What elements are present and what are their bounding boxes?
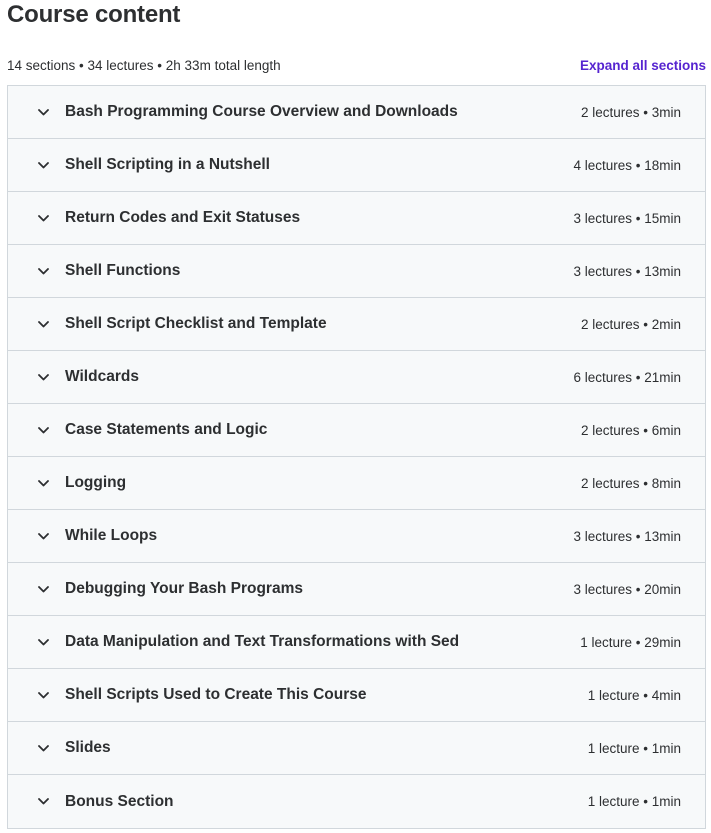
chevron-down-icon <box>36 476 50 490</box>
chevron-down-icon <box>36 688 50 702</box>
section-meta: 3 lectures • 15min <box>573 210 681 226</box>
section-meta: 6 lectures • 21min <box>573 369 681 385</box>
section-row[interactable] <box>8 86 705 139</box>
section-meta: 1 lecture • 4min <box>587 687 681 703</box>
expand-all-sections-button[interactable]: Expand all sections <box>579 57 706 73</box>
chevron-down-icon <box>36 105 50 119</box>
section-title: Bash Programming Course Overview and Downloads <box>65 103 458 120</box>
section-row[interactable] <box>8 139 705 192</box>
page-title: Course content <box>7 1 181 28</box>
section-row[interactable] <box>8 457 705 510</box>
section-title: Shell Scripting in a Nutshell <box>65 156 270 173</box>
course-summary-bar <box>7 55 706 75</box>
section-row[interactable] <box>8 722 705 775</box>
chevron-down-icon <box>36 529 50 543</box>
chevron-down-icon <box>36 158 50 172</box>
section-title: Wildcards <box>65 368 139 385</box>
chevron-down-icon <box>36 582 50 596</box>
section-title: Shell Scripts Used to Create This Course <box>65 686 367 703</box>
chevron-down-icon <box>36 795 50 809</box>
section-title: While Loops <box>65 527 158 544</box>
section-meta: 2 lectures • 2min <box>580 316 681 332</box>
section-meta: 1 lecture • 1min <box>587 740 681 756</box>
section-title: Data Manipulation and Text Transformations with Sed <box>65 633 460 650</box>
section-title: Debugging Your Bash Programs <box>65 580 303 597</box>
course-summary: 14 sections • 34 lectures • 2h 33m total length <box>7 57 281 73</box>
section-row[interactable] <box>8 775 705 828</box>
section-meta: 3 lectures • 13min <box>573 528 681 544</box>
section-meta: 3 lectures • 13min <box>573 263 681 279</box>
section-meta: 1 lecture • 1min <box>587 794 681 809</box>
section-title: Bonus Section <box>65 792 174 810</box>
section-row[interactable] <box>8 245 705 298</box>
section-title: Return Codes and Exit Statuses <box>65 209 301 226</box>
section-row[interactable] <box>8 616 705 669</box>
section-meta: 2 lectures • 6min <box>580 422 681 438</box>
chevron-down-icon <box>36 635 50 649</box>
section-title: Logging <box>65 474 127 491</box>
chevron-down-icon <box>36 317 50 331</box>
section-row[interactable] <box>8 298 705 351</box>
chevron-down-icon <box>36 423 50 437</box>
section-row[interactable] <box>8 192 705 245</box>
section-row[interactable] <box>8 404 705 457</box>
section-title: Shell Functions <box>65 262 181 279</box>
section-list <box>7 85 706 829</box>
section-row[interactable] <box>8 351 705 404</box>
section-row[interactable] <box>8 563 705 616</box>
section-title: Case Statements and Logic <box>65 421 268 438</box>
chevron-down-icon <box>36 264 50 278</box>
section-row[interactable] <box>8 669 705 722</box>
section-title: Slides <box>65 739 111 756</box>
chevron-down-icon <box>36 211 50 225</box>
chevron-down-icon <box>36 370 50 384</box>
section-meta: 3 lectures • 20min <box>573 581 681 597</box>
section-meta: 2 lectures • 8min <box>580 475 681 491</box>
section-meta: 2 lectures • 3min <box>580 104 681 120</box>
section-meta: 1 lecture • 29min <box>580 634 681 650</box>
section-title: Shell Script Checklist and Template <box>65 315 327 332</box>
section-row[interactable] <box>8 510 705 563</box>
chevron-down-icon <box>36 741 50 755</box>
section-meta: 4 lectures • 18min <box>573 157 681 173</box>
